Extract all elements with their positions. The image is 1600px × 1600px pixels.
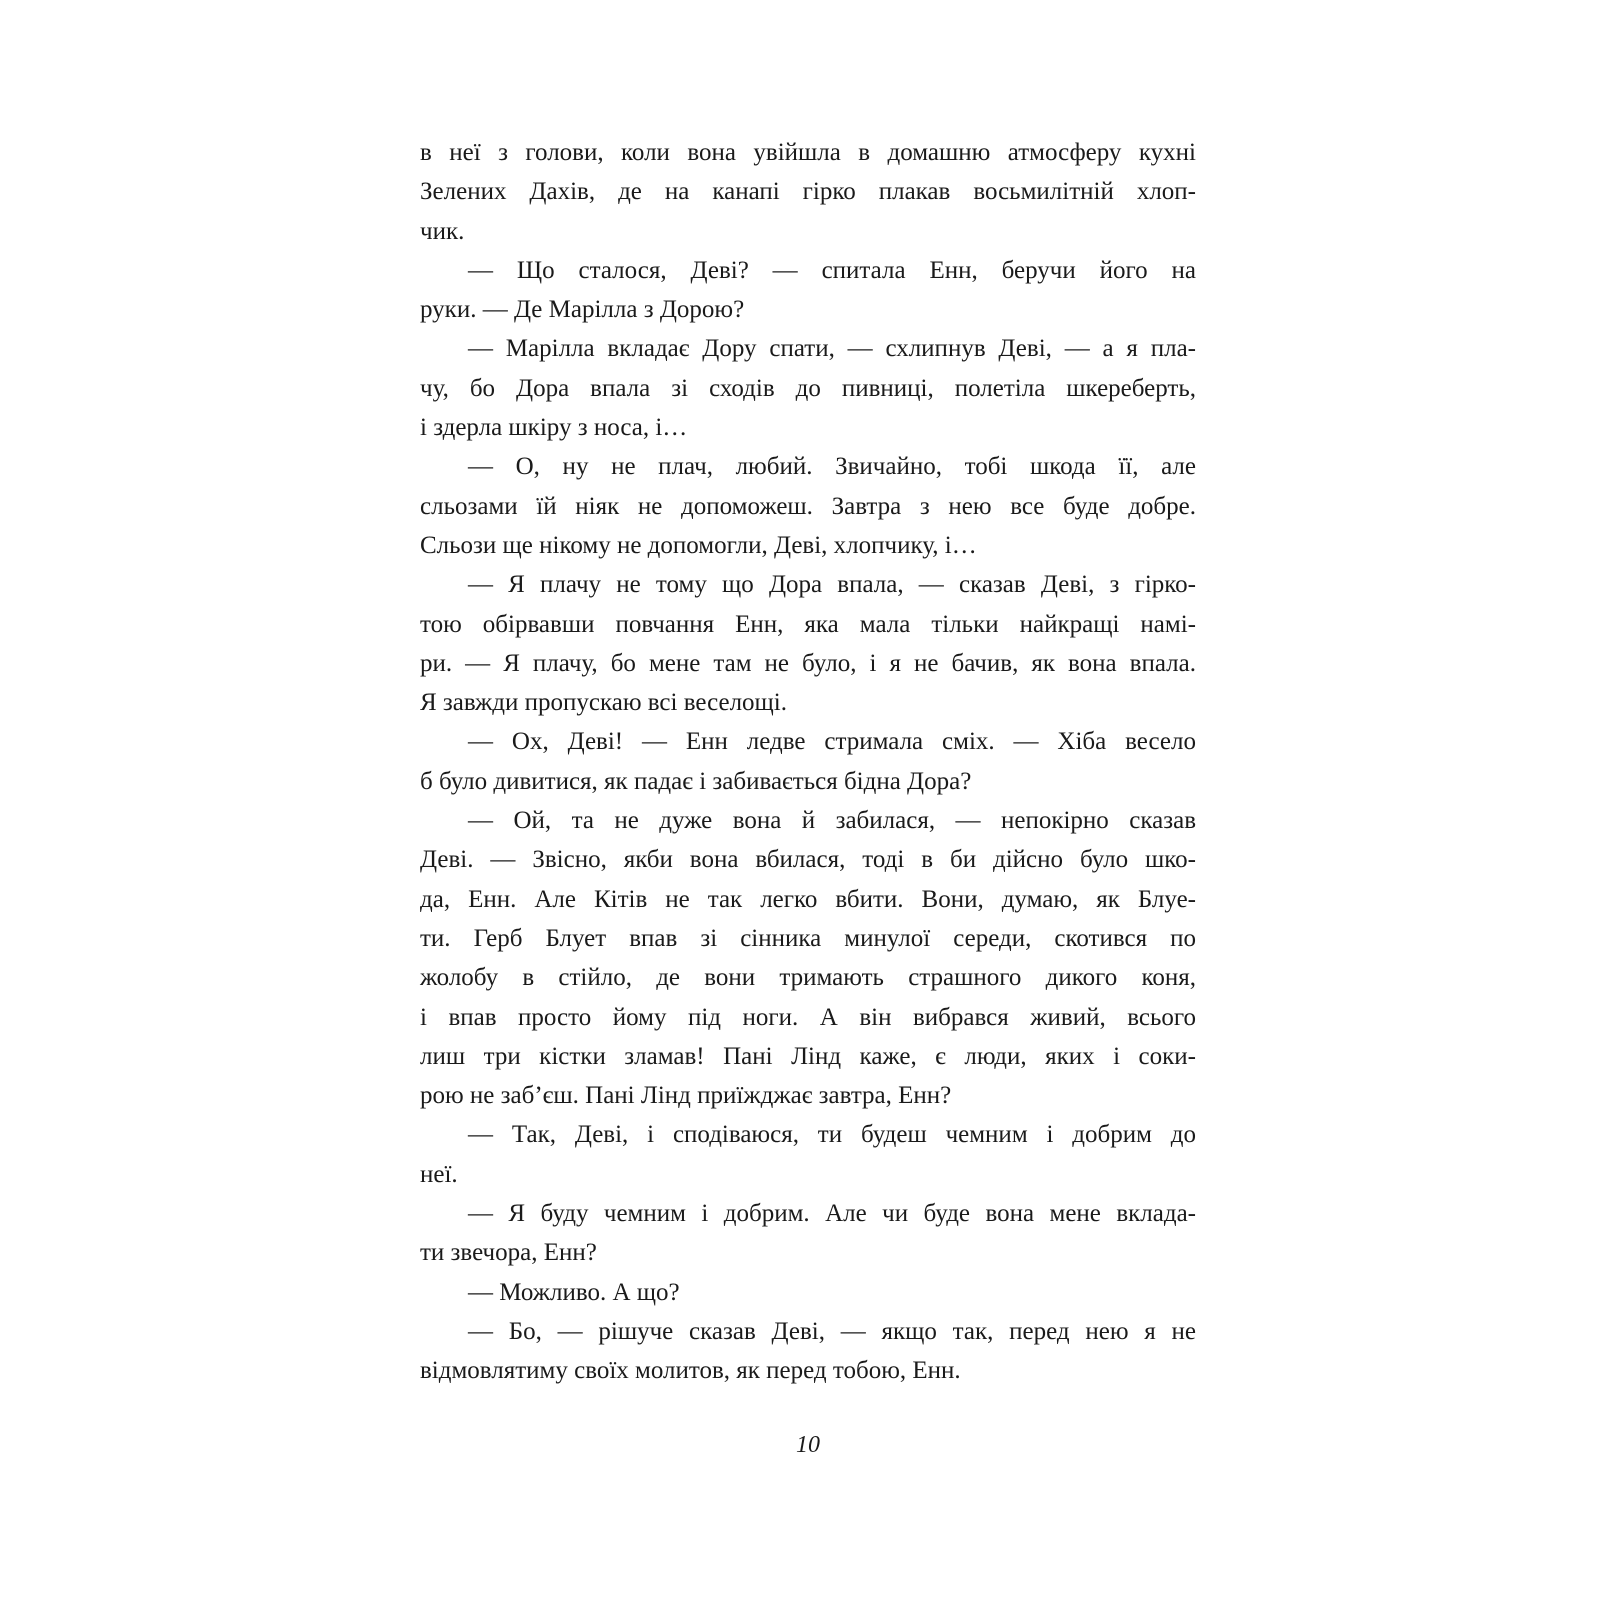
page-number: 10: [796, 1432, 820, 1458]
text-line: сльозами їй ніяк не допоможеш. Завтра з нею все буде добре.: [420, 492, 1196, 520]
text-line: да, Енн. Але Кітів не так легко вбити. Вони, думаю, як Блуе-: [420, 885, 1196, 913]
text-line: — Можливо. А що?: [468, 1278, 680, 1306]
text-line: Деві. — Звісно, якби вона вбилася, тоді в би дійсно було шко-: [420, 846, 1196, 874]
text-line: Я завжди пропускаю всі веселощі.: [420, 689, 787, 717]
text-line: рою не заб’єш. Пані Лінд приїжджає завтра, Енн?: [420, 1082, 952, 1110]
text-line: і впав просто йому під ноги. А він вибрався живий, всього: [420, 1003, 1196, 1031]
text-line: чик.: [420, 217, 465, 245]
text-line: чу, бо Дора впала зі сходів до пивниці, полетіла шкереберть,: [420, 374, 1196, 402]
text-line: руки. — Де Марілла з Дорою?: [420, 296, 745, 324]
text-line: — Ой, та не дуже вона й забилася, — непокірно сказав: [468, 807, 1196, 835]
text-line: — О, ну не плач, любий. Звичайно, тобі шкода її, але: [468, 453, 1196, 481]
text-line: Зелених Дахів, де на канапі гірко плакав восьмилітній хлоп-: [420, 178, 1196, 206]
text-line: ти. Герб Блует впав зі сінника минулої середи, скотився по: [420, 924, 1196, 952]
text-line: — Так, Деві, і сподіваюся, ти будеш чемним і добрим до: [468, 1121, 1196, 1149]
text-line: — Що сталося, Деві? — спитала Енн, беручи його на: [468, 256, 1196, 284]
text-line: лиш три кістки зламав! Пані Лінд каже, є люди, яких і соки-: [420, 1042, 1196, 1070]
text-line: відмовлятиму своїх молитов, як перед тобою, Енн.: [420, 1357, 961, 1385]
text-line: — Марілла вкладає Дору спати, — схлипнув Деві, — а я пла-: [468, 335, 1196, 363]
text-line: тою обірвавши повчання Енн, яка мала тільки найкращі намі-: [420, 610, 1196, 638]
text-line: б було дивитися, як падає і забивається бідна Дора?: [420, 767, 972, 795]
text-line: і здерла шкіру з носа, і…: [420, 414, 688, 442]
text-line: Сльози ще нікому не допомогли, Деві, хлопчику, і…: [420, 531, 977, 559]
body-text: [420, 133, 1196, 1391]
text-line: — Я буду чемним і добрим. Але чи буде вона мене вклада-: [468, 1200, 1196, 1228]
text-line: — Бо, — рішуче сказав Деві, — якщо так, перед нею я не: [468, 1317, 1196, 1345]
text-line: — Я плачу не тому що Дора впала, — сказав Деві, з гірко-: [468, 571, 1196, 599]
text-line: неї.: [420, 1160, 458, 1188]
text-line: ри. — Я плачу, бо мене там не було, і я не бачив, як вона впала.: [420, 649, 1196, 677]
text-line: ти звечора, Енн?: [420, 1239, 597, 1267]
text-line: — Ох, Деві! — Енн ледве стримала сміх. — Хіба весело: [468, 728, 1196, 756]
text-line: жолобу в стійло, де вони тримають страшного дикого коня,: [420, 964, 1196, 992]
text-line: в неї з голови, коли вона увійшла в домашню атмосферу кухні: [420, 139, 1196, 166]
